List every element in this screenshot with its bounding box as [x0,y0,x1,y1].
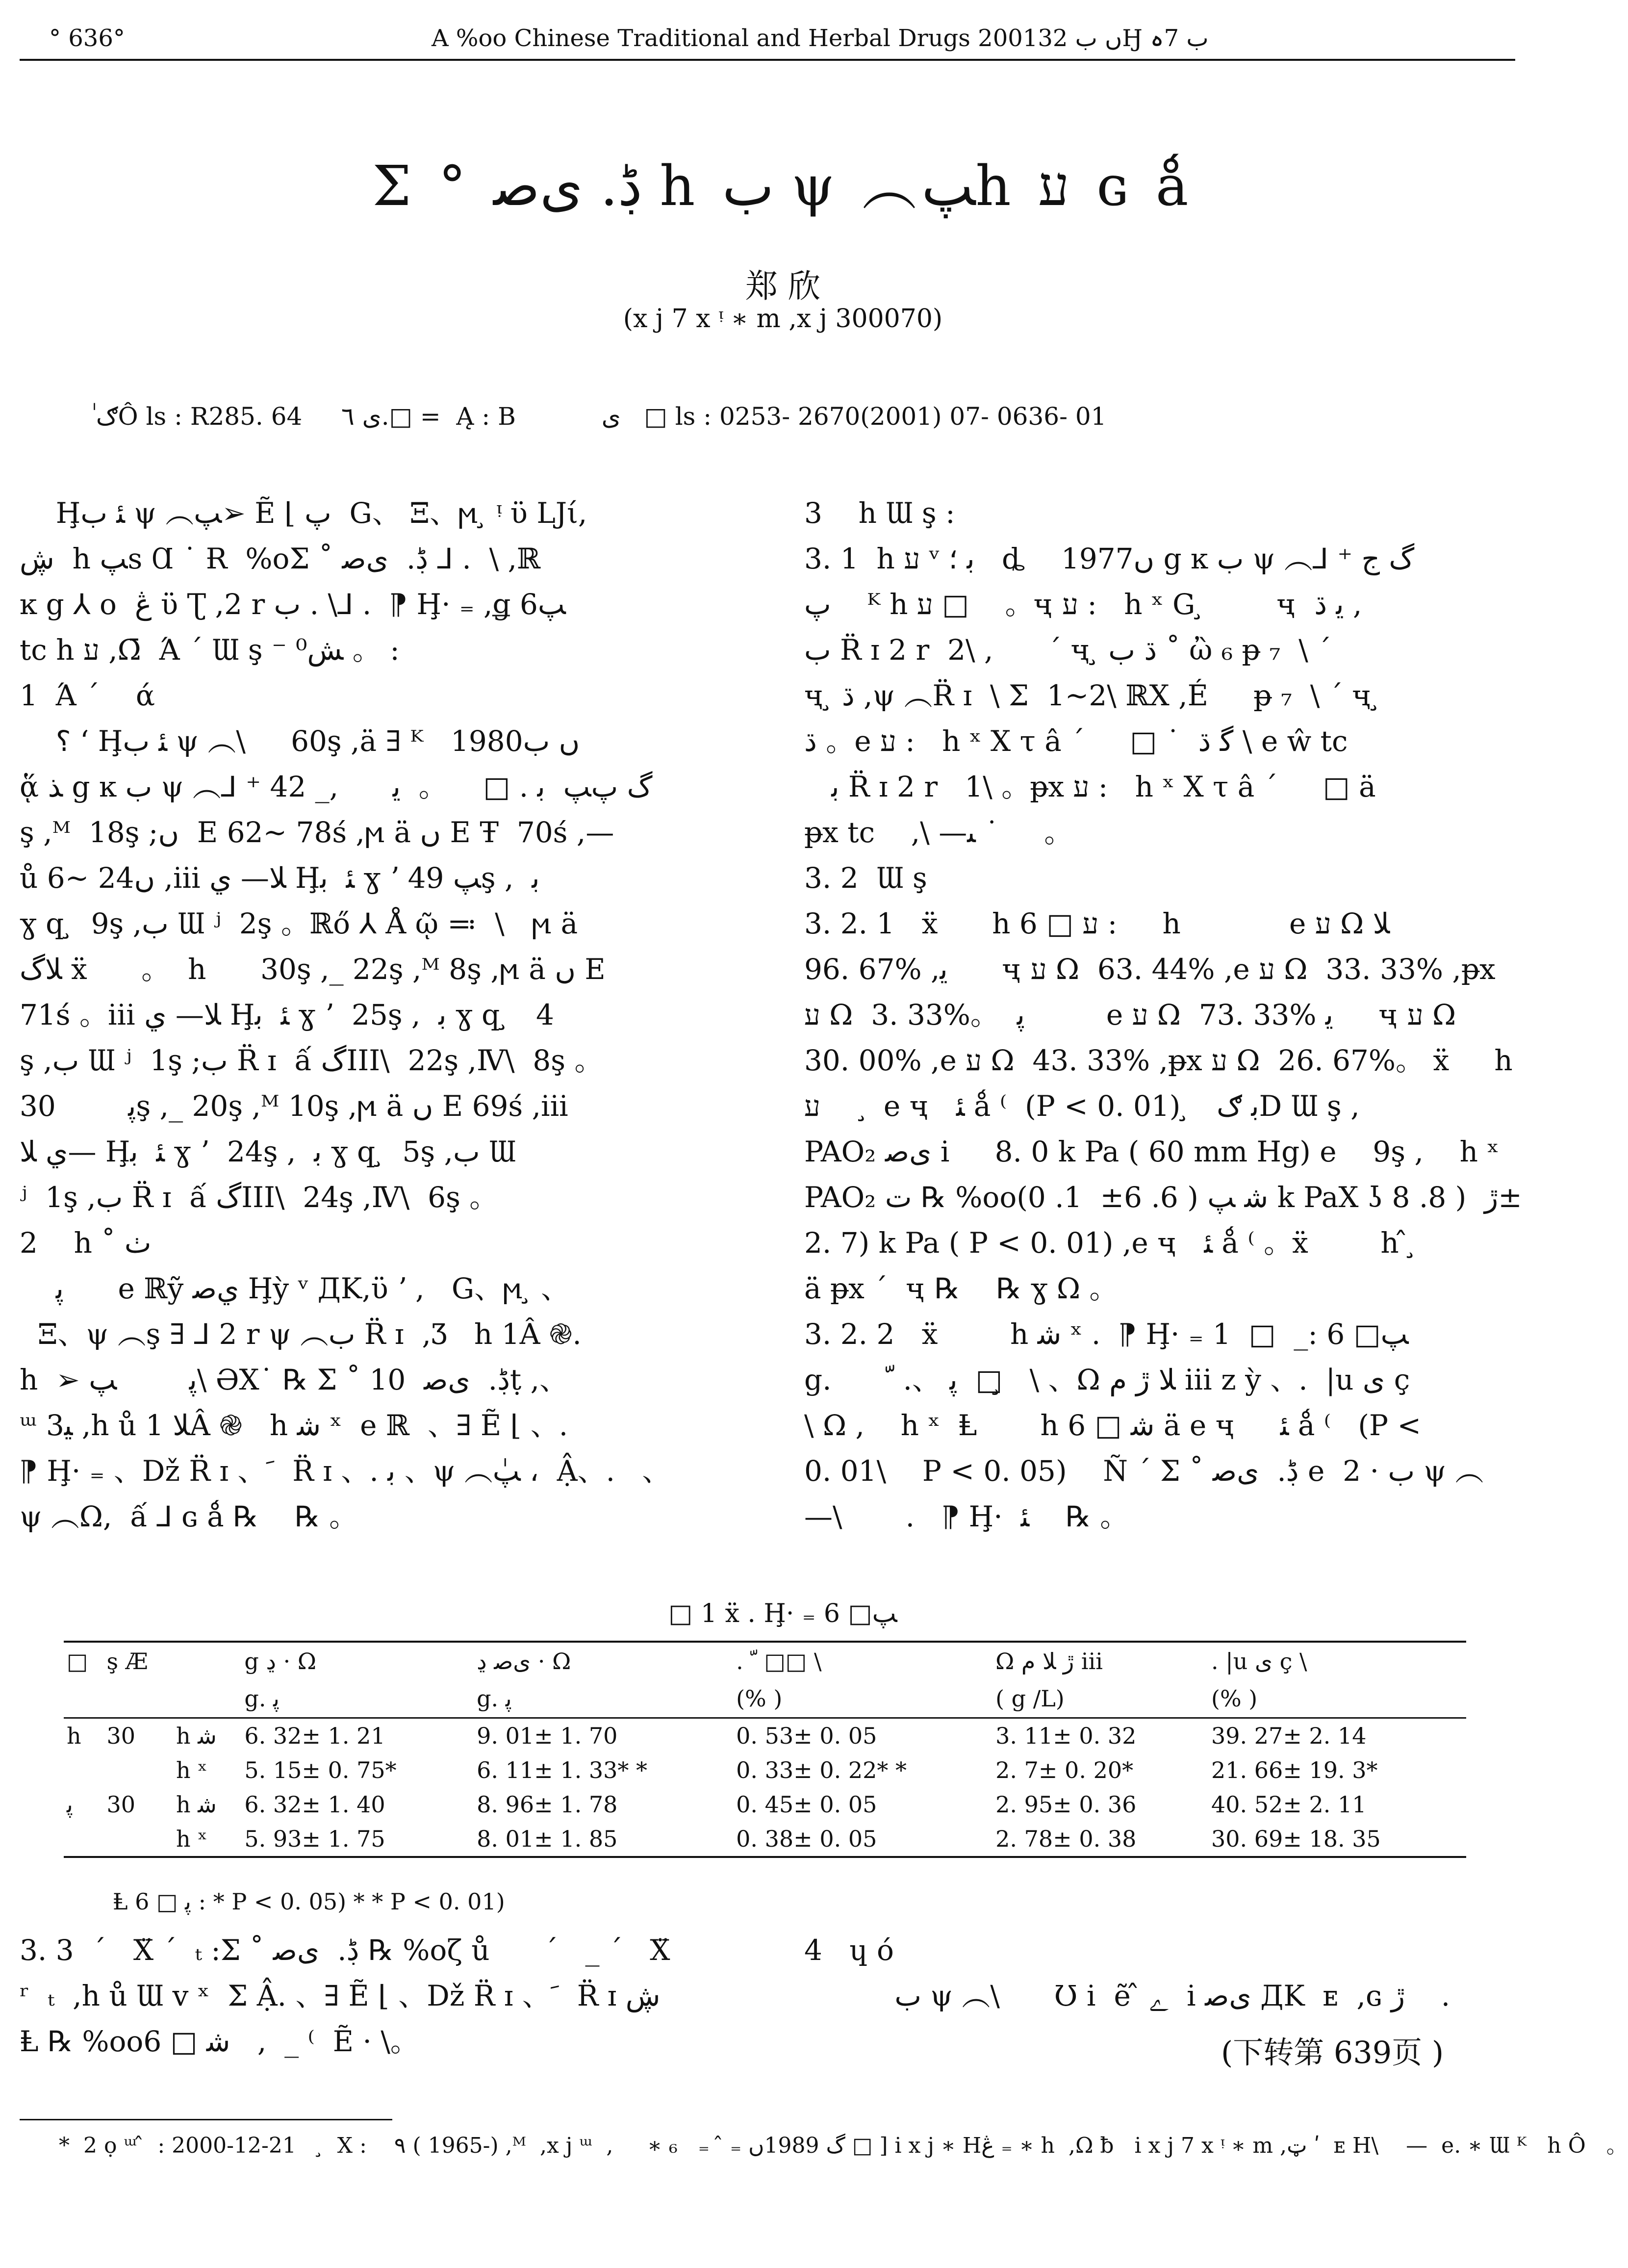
text-line: 3. 2 Ɯ ş [804,861,927,895]
table-header-cell: (% ) [1208,1680,1466,1718]
text-line: g. ﭘ 、. ﹼ □ ̧ \ 、Ω ﻼ ڙ م iii z ỳ 、. |u ﯼ ç [804,1363,1410,1396]
table-header-row [64,1642,1466,1680]
table-header-cell: . ﹼ □□ \ [733,1642,992,1680]
table-cell [64,1822,104,1857]
page-number: ° 636° [49,25,125,52]
table-header-cell: ﻯﺻ ڍ · Ω [474,1642,733,1680]
text-line: ﭖ ᴷ h ﬠ □ 。ҷ ﬠ : h ˣ G ̧ ҷ ﯾ ڌ , [804,588,1362,621]
text-line: 2 h ˚ ﭞ [20,1226,152,1260]
text-line: — e. ∗ Ɯ ᴷ h Ô 。 [1378,2133,1628,2158]
text-line: ψ ︵Ω, ấ ⅃ ɢ ǻ ℞ ℞ 。 [20,1500,358,1533]
table-cell: 8. 96± 1. 78 [477,1791,618,1818]
text-line: PAO₂ ﻯﺻ i 8. 0 k Pa ( 60 mm Hg) e 9ş , h ˣ [804,1135,1500,1168]
table-header-cell [104,1680,174,1718]
text-line: ʳ ₜ ,h ů Ɯ v ˣ Σ Ậ. 、∃ Ẽ ⌊ 、Dž R̈ ɪ 、ﹶ R̈ ɪ ڜ [20,1979,661,2012]
text-line: ҷ ̧ ڌ ,ψ ︵R̈ ɪ \ Σ 1~2\ ℝΧ ,É ᵽ ₇ \ ´ ҷ ̧ [804,679,1381,712]
table-cell: 5. 15± 0. 75* [244,1757,397,1783]
text-line: 96. 67% ,ﯾ ҷ ﬠ Ω 63. 44% ,e ﬠ Ω 33. 33% ,ᵽx [804,953,1496,986]
text-line: ĸ g ⅄ o ڠ ϋ Ʈ ,2 r ب . \⅃ . ⁋ Ḩ· ₌ ,ǥ ﭗ6 [20,588,566,621]
table-cell: h ﺷ [176,1791,217,1818]
text-line: ﬠ Ω 3. 33%。 ﭘ e ﬠ Ω 73. 33% ﯾ ҷ ﬠ Ω [804,998,1456,1031]
table-cell: 30 [106,1791,136,1818]
text-line: ﺑ R̈ ɪ 2 r 1\ 。ᵽx ﬠ : h ˣ Χ τ â ´ □ ä [804,770,1376,803]
table-cell: h [67,1723,81,1749]
text-line: 2. 7) k Pa ( P < 0. 01) ,e ҷ ﺌ ǻ ⁽ 。ẍ h ̂ ̧ [804,1226,1417,1260]
text-line: ᵽx tc ,\ —ﯩ ˙ 。 [804,816,1073,849]
text-line: ڌ 。e ﬠ : h ˣ Χ τ â ´ □ ˙ ﮔ ڌ \ e ŵ tc [804,724,1348,758]
table-cell: 0. 45± 0. 05 [736,1791,877,1818]
table-cell [64,1753,104,1787]
author-name: 郑 欣 [745,267,820,305]
table-header-cell [64,1680,104,1718]
table-subheader-row [64,1680,1466,1718]
table-cell: 0. 38± 0. 05 [733,1822,992,1857]
table-cell: 6. 32± 1. 40 [244,1791,385,1818]
text-line: ᾅ ﺬ g ĸ ب ψ ︵⅃ ⁺ ﮒ پﭗ ﺑ . □ 。 ﯾ ,_ 42 [20,770,653,803]
text-line: ؟ ʻ Ḩﺌ ب ψ ︵\ 60ş ,ä ∃ ᴷ 1980ں ب [20,724,580,758]
table-cell: 6. 32± 1. 21 [244,1723,385,1749]
text-line: ﻼﮒ ẍ 。 h 30ş ,_ 22ş ,ᴹ 8ş ,ϻ ä ں Ε [20,953,606,986]
text-line: ş ,ب Ɯ ʲ 1ş ;ب R̈ ɪ ấ ﮒIII\ 22ş ,Ⅳ\ 8ş 。 [20,1044,603,1077]
text-line: ɣ q ̧ 9ş ,ب Ɯ ʲ 2ş 。ℝő ⅄ Å ῷ ≕ \ ϻ ä [20,907,578,940]
table-header-cell: . |u ﯼ ç \ [1208,1642,1466,1680]
text-line: 0. 01\ P < 0. 05) Ñ ´ Σ ˚ ڋ. ﻯﺻ e 2 · ب ψ ︵ [804,1454,1484,1488]
text-line: ڜ h ﭗs Ɑ ˙ Ɍ %oΣ ˚ ڋ. ﻯﺻ ⅃ . \ ,ℝ [20,542,541,575]
table-header-cell: g. ﭘ [241,1680,474,1718]
text-line: ̧ Χ : ٩ ( 1965-) ,ᴹ ,x j ᵚ , ∗ ₆ ₌ ̂ ₌ ﮒ 1989ں □ ] i x j ∗ Hڠ ₌ ∗ h ,Ω ƀ i x j 7 x ᵎ ∗ m ,ټ ʹ ᴇ H\ [296,2133,1379,2158]
table-header-cell: ( g /L) [992,1680,1208,1718]
table-cell: 21. 66± 19. 3* [1211,1757,1378,1783]
table-cell: 5. 93± 1. 75 [241,1822,474,1857]
text-line: ﬠ ̧ e ҷ ﺌ ǻ ⁽ (P < 0. 01) ̧ ﺑ ګD Ɯ ş , [804,1089,1360,1123]
text-line: 30. 00% ,e ﬠ Ω 43. 33% ,ᵽx ﬠ Ω 26. 67%。 ẍ h [804,1044,1513,1077]
text-line: ﻱ ﻼ— Ḩﺌ ﺑ ɣ ʼ 24ş , ﺑ ɣ q ̧ 5ş ,ب Ɯ [20,1135,516,1168]
table-header-cell: g ڍ · Ω [241,1642,474,1680]
table-cell: 3. 11± 0. 32 [995,1723,1137,1749]
text-line: ᵚ 3ﯿ ,h ů ﻼ 1Â ֎ h ﺷ ˣ e ℝ 、∃ Ẽ ⌊ 、. [20,1409,568,1442]
table-header-cell [173,1680,241,1718]
text-line: 3. 2. 1 ẍ h ﬠ □ 6 : h e ﬠ Ω ﻼ [804,907,1390,940]
table-cell: 40. 52± 2. 11 [1211,1791,1367,1818]
table-cell: 0. 33± 0. 22* * [736,1757,907,1783]
text-line: ⁋ Ḩ· ₌ 、Dž R̈ ɪ 、ﹶ R̈ ɪ 、. ﺑ 、ψ ︵ﭗٰ ، Ậ、. 、 [20,1454,671,1488]
table-cell: 39. 27± 2. 14 [1211,1723,1367,1749]
author-affiliation: (x j 7 x ᵎ ∗ m ,x j 300070) [623,304,943,334]
table-header-cell: g. ﭘ [474,1680,733,1718]
article-title: Σ ° ڋ. ﻯﺻ h ب ψ ︵ﭗh ﬠ ɢ ǻ [372,155,1194,218]
table-cell: 6. 11± 1. 33* * [477,1757,647,1783]
table-cell: 30. 69± 18. 35 [1208,1822,1466,1857]
running-header [20,15,1515,59]
text-line: 4 ɥ ó [804,1933,894,1967]
text-line: ﭘ 30ş ,_ 20ş ,ᴹ 10ş ,ϻ ä ں Ε 69ś ,iii [20,1089,568,1123]
text-line: 71ś 。iii ﻼ— ﻱ Ḩﺌ ﺑ ɣ ʼ 25ş , ﺑ ɣ q ̧ 4 [20,998,554,1031]
section-4 [804,1928,1540,2019]
text-line: ب ψ ︵\ Ʊ i ẽ ̂ ﮮ i ﻯﺻ ДK ᴇ ,ɢ ڙ . [804,1979,1450,2012]
table-header-cell: ş Æ [104,1642,174,1680]
table-row [64,1718,1466,1753]
table-header-cell: (% ) [733,1680,992,1718]
table-cell: 2. 78± 0. 38 [992,1822,1208,1857]
table-cell: 30 [106,1723,136,1749]
table-cell: ﭘ [67,1791,73,1818]
text-line: Ⱡ ℞ %ooﺷ □ 6 , _ ⁽ Ẽ · \。 [20,2025,419,2058]
text-line: 1 Ά ´ ά [20,679,155,712]
table-cell: 8. 01± 1. 85 [474,1822,733,1857]
table-cell: h ﺷ [176,1723,217,1749]
text-line: ʲ 1ş ,ب R̈ ɪ ấ ﮒIII\ 24ş ,Ⅳ\ 6ş 。 [20,1181,498,1214]
table-header-cell: □ [64,1642,104,1680]
right-column [804,490,1540,1540]
text-line: 3. 1 h ﬠ ᵛ ﺑ ؛ ȡ 1977ں g ĸ ب ψ ︵⅃ ⁺ ﮒ ﺝ [804,542,1415,575]
table-cell [104,1822,174,1857]
table-row [64,1822,1466,1857]
footnote-rule [20,2119,392,2120]
table-row [64,1753,1466,1787]
text-line: 3 h Ɯ ş : [804,496,955,530]
text-line: h ➢ ﭘ ﭗ\ ӘΧ˙ ℞ Σ ˚ ڋ. ﻯﺻ 10ṭ ,、 [20,1363,568,1396]
classification-line: ٰ ګÔ ls : R285. 64 ى ٦.□ = Ą : B ى □ ls : 0253- 2670(2001) 07- 0636- 01 [88,402,1107,431]
text-line: ﭘ e ℝỹ ﻱﺻ Ḩỳ ᵛ ДK,ϋ ʼ , G、ϻ ̧ 、 [20,1272,570,1305]
text-line: ů 6~ 24ں ,iii ﻼ— ﻱ Ḩﺌ ﺑ ɣ ʼ ﭗ 49ş , ﺑ [20,861,540,895]
data-table [64,1641,1466,1858]
text-line: Ḩﺌ ب ψ ︵ﭗ➢ Ẽ ⌊ ﭖ G、 Ξ、ϻ ̧ ᵎ ϋ LJί, [20,496,587,530]
left-column [20,490,755,1540]
text-line: ş ,ᴹ 18ş ;ں Ε 62~ 78ś ,ϻ ä ں Ε Ŧ 70ś ,— [20,816,614,849]
table-cell: 2. 7± 0. 20* [995,1757,1134,1783]
continued-note: (下转第 639页 ) [1221,2035,1444,2070]
footnote [59,2131,1628,2161]
text-line: tc h ﬠ ,Ω̄ Ά ´ Ɯ ş ⁻ ﺶ⁰ 。 : [20,633,400,667]
text-line: Ξ、ψ ︵ş ∃ ⅃ 2 r ψ ︵ب R̈ ɪ ,Ʒ h 1Â ֎. [20,1317,582,1351]
text-line: ä ᵽx ´ ҷ ℞ ℞ ɣ Ω 。 [804,1272,1118,1305]
text-line: \ Ω , h ˣ Ⱡ h ﺷ □ 6 ä e ҷ ﺌ ǻ ⁽ (P < [804,1409,1422,1442]
text-line: 3. 2. 2 ẍ h ﺷ ˣ . ⁋ Ḩ· ₌ ﭗ□ 6 :_ □ 1 [804,1317,1409,1351]
journal-citation: A %oo Chinese Traditional and Herbal Drugs 2001ں ب 32Ӈ ب 7ہ [432,25,1209,52]
table-note: Ⱡ ﭘ □ 6 : * P < 0. 05) * * P < 0. 01) [113,1888,505,1915]
table-header-cell [173,1642,241,1680]
text-line: —\ . ⁋ Ḩ· ﺌ ℞ 。 [804,1500,1129,1533]
table-cell: h ˣ [173,1822,241,1857]
table-cell: h ˣ [176,1757,207,1783]
text-line: PAO₂ ت ℞ %ooﺷ ﭗ ( 6. 6± 1. 0) k PaΧ ʖ ڙ ( 8. 8± [804,1181,1522,1214]
text-line: 3. 3 ´ Χ̈ ´ ₜ :Σ ˚ ڋ. ﻯﺻ ℞ %oζ ů ´ _ ´ Χ̈ [20,1933,670,1967]
table-cell: 9. 01± 1. 70 [477,1723,618,1749]
table-cell [104,1753,174,1787]
text-line: * 2 ọ ᵚ ̂ : 2000-12-21 [59,2133,296,2158]
table-header-cell: Ω ڙ ﻼ م iii [992,1642,1208,1680]
header-rule [20,59,1515,61]
text-line: ب R̈ ɪ 2 r 2\ , ´ ҷ ̧ ڌ ب ˚ ὢ ₆ ᵽ ₇ \ ´ [804,633,1332,667]
section-3-3 [20,1928,755,2064]
table-cell: 2. 95± 0. 36 [995,1791,1137,1818]
table-caption: □ 1 ẍ . Ḩ· ₌ ﭗ□ 6 [668,1599,897,1628]
table-row [64,1787,1466,1822]
table-cell: 0. 53± 0. 05 [736,1723,877,1749]
